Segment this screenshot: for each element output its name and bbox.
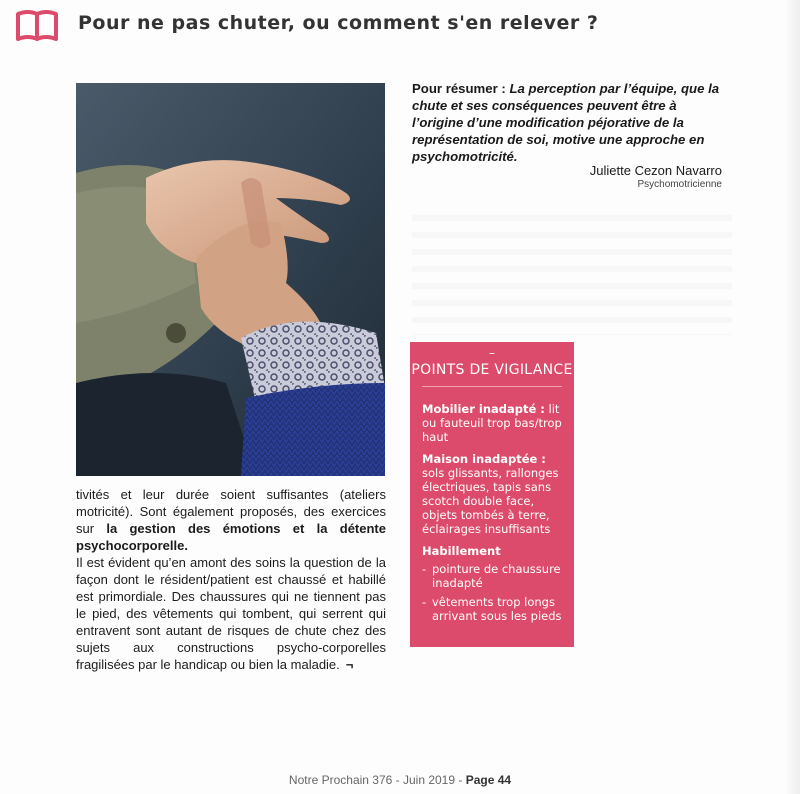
vigilance-title: POINTS DE VIGILANCE bbox=[411, 362, 573, 378]
author-name: Juliette Cezon Navarro bbox=[589, 163, 722, 178]
habillement-label: Habillement bbox=[422, 544, 501, 558]
maison-section bbox=[422, 452, 572, 536]
paragraph-1 bbox=[76, 486, 386, 554]
author-role: Psychomotricienne bbox=[637, 179, 722, 190]
paragraph-2-text: Il est évident qu’en amont des soins la question de la façon dont le résident/patient est chaussé et habillé est primordiale. Des chaussures qui ne tiennent pas le pied, des vêtements qui tombent, qui serrent qui entravent sont autant de risques de chute chez des sujets aux constructions psycho-corporelles fragilisées par le handicap ou bien la maladie. bbox=[76, 555, 386, 672]
vigilance-divider bbox=[422, 386, 562, 387]
page-number: Page 44 bbox=[465, 773, 512, 787]
vigilance-content bbox=[422, 402, 572, 631]
page-footer bbox=[0, 773, 800, 787]
footer-text: Notre Prochain 376 - Juin 2019 - bbox=[288, 773, 466, 787]
scan-edge-shadow bbox=[784, 0, 800, 794]
end-mark: ¬ bbox=[345, 657, 354, 672]
vigilance-box bbox=[410, 342, 574, 647]
paragraph-1-bold: la gestion des émotions et la détente psychocorporelle. bbox=[76, 521, 386, 553]
list-item: - pointure de chaussure inadapté bbox=[422, 562, 572, 590]
maison-text: sols glissants, rallonges électriques, tapis sans scotch double face, objets tombés à terre, éclairages insuffisants bbox=[422, 466, 559, 536]
maison-label: Maison inadaptée : bbox=[422, 452, 546, 466]
vigilance-dash: – bbox=[489, 346, 495, 360]
summary-quote-text: La perception par l’équipe, que la chute et ses conséquences peuvent être à l’origine d’une modification péjorative de la représentation de soi, motive une approche en psychomotricité. bbox=[412, 81, 720, 164]
book-icon bbox=[14, 8, 60, 44]
paragraph-2 bbox=[76, 554, 386, 673]
summary-lead: Pour résumer : bbox=[412, 81, 506, 96]
page-title: Pour ne pas chuter, ou comment s'en relever ? bbox=[78, 12, 599, 34]
show-through-text bbox=[412, 215, 732, 335]
article-body bbox=[76, 486, 386, 673]
mobilier-text: lit ou fauteuil trop bas/trop haut bbox=[422, 402, 562, 444]
summary-quote bbox=[412, 80, 730, 165]
list-item: - vêtements trop longs arrivant sous les pieds bbox=[422, 595, 572, 623]
hands-photo bbox=[76, 83, 385, 476]
habillement-section bbox=[422, 544, 572, 623]
mobilier-label: Mobilier inadapté : bbox=[422, 402, 545, 416]
habillement-list bbox=[422, 562, 572, 623]
paragraph-1-text: tivités et leur durée soient suffisantes (ateliers motricité). Sont également proposés, des exercices sur bbox=[76, 487, 386, 536]
mobilier-section bbox=[422, 402, 572, 444]
